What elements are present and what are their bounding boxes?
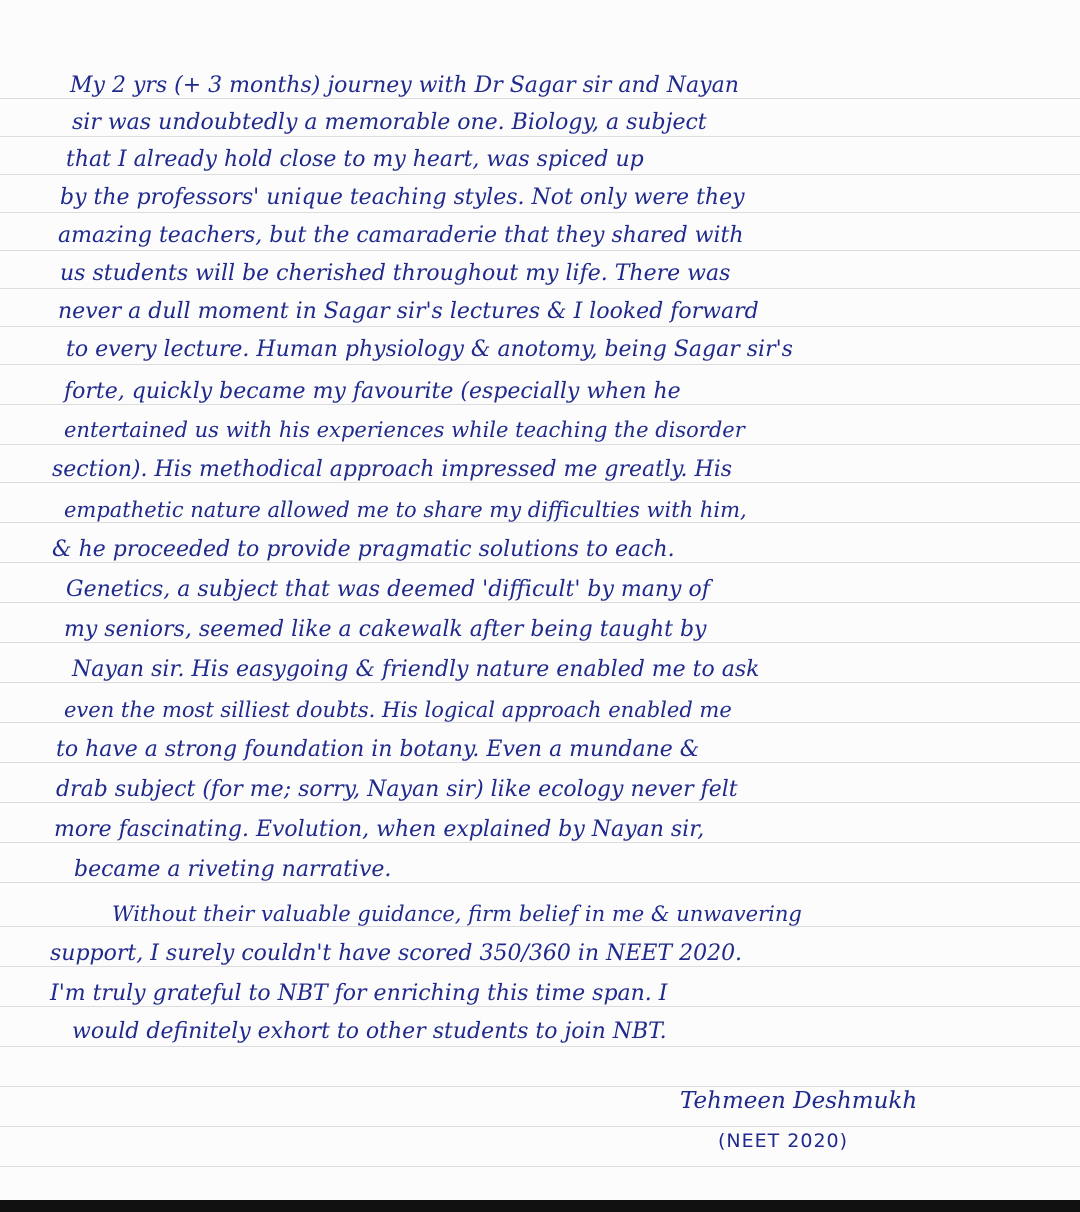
letter-line: amazing teachers, but the camaraderie that they shared with: [58, 223, 744, 248]
letter-line: became a riveting narrative.: [74, 857, 392, 882]
letter-line: Genetics, a subject that was deemed 'difficult' by many of: [66, 577, 710, 602]
bottom-edge: [0, 1200, 1080, 1212]
letter-line: empathetic nature allowed me to share my difficulties with him,: [64, 498, 747, 522]
letter-line: by the professors' unique teaching styles. Not only were they: [60, 185, 745, 210]
letter-line: I'm truly grateful to NBT for enriching this time span. I: [50, 981, 668, 1006]
signature-exam: (NEET 2020): [718, 1130, 849, 1152]
letter-line: that I already hold close to my heart, was spiced up: [66, 147, 644, 172]
rule-line: [0, 1126, 1080, 1127]
letter-line: forte, quickly became my favourite (especially when he: [64, 379, 681, 404]
letter-line: never a dull moment in Sagar sir's lectures & I looked forward: [58, 299, 759, 324]
letter-line: Nayan sir. His easygoing & friendly nature enabled me to ask: [72, 657, 760, 682]
signature-name: Tehmeen Deshmukh: [680, 1088, 918, 1114]
letter-line: support, I surely couldn't have scored 350/360 in NEET 2020.: [50, 941, 743, 966]
letter-line: & he proceeded to provide pragmatic solutions to each.: [52, 537, 675, 562]
letter-line: my seniors, seemed like a cakewalk after being taught by: [64, 617, 707, 642]
rule-line: [0, 1166, 1080, 1167]
letter-line: more fascinating. Evolution, when explained by Nayan sir,: [54, 817, 705, 842]
letter-line: section). His methodical approach impressed me greatly. His: [52, 457, 733, 482]
rule-line: [0, 1086, 1080, 1087]
letter-line: sir was undoubtedly a memorable one. Biology, a subject: [72, 110, 707, 135]
letter-line: to every lecture. Human physiology & anotomy, being Sagar sir's: [66, 337, 793, 362]
letter-line: My 2 yrs (+ 3 months) journey with Dr Sagar sir and Nayan: [70, 73, 739, 98]
letter-line: drab subject (for me; sorry, Nayan sir) like ecology never felt: [56, 777, 738, 802]
letter-line: would definitely exhort to other students to join NBT.: [72, 1019, 667, 1044]
letter-line: us students will be cherished throughout my life. There was: [60, 261, 731, 286]
letter-line: even the most silliest doubts. His logical approach enabled me: [64, 698, 732, 722]
letter-line: Without their valuable guidance, firm belief in me & unwavering: [112, 902, 802, 926]
letter-line: entertained us with his experiences while teaching the disorder: [64, 418, 745, 442]
letter-line: to have a strong foundation in botany. Even a mundane &: [56, 737, 700, 762]
